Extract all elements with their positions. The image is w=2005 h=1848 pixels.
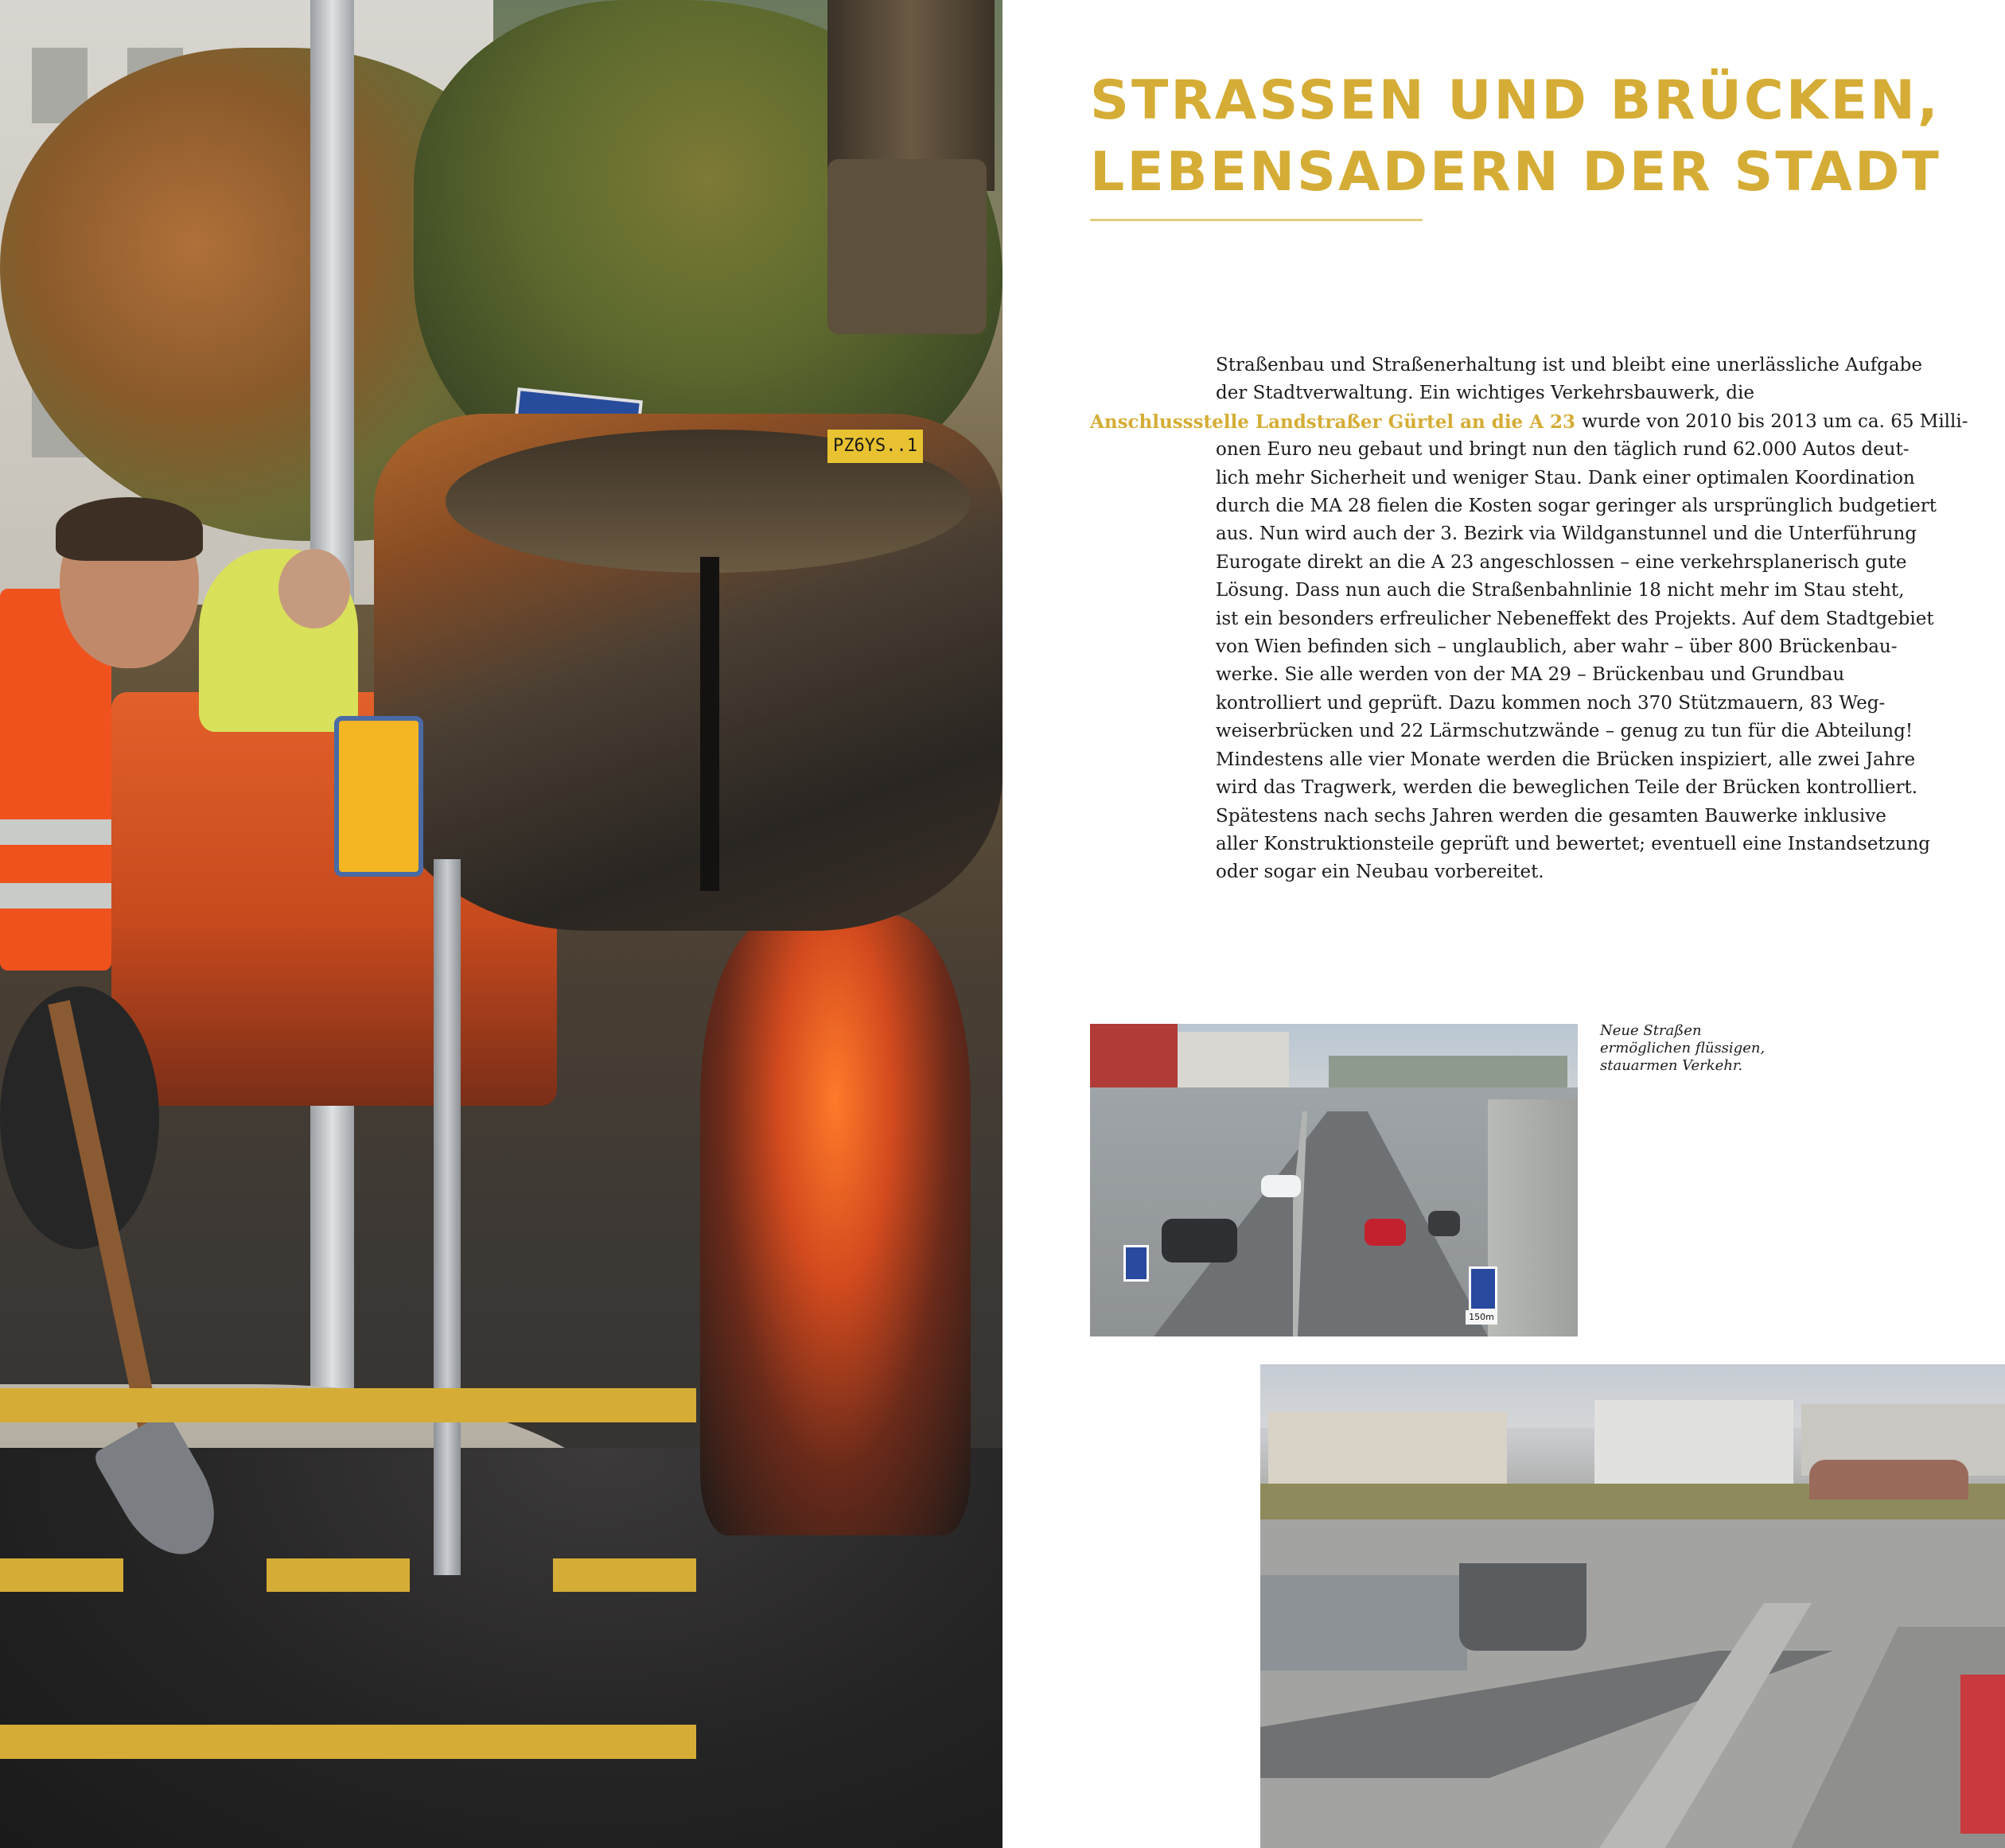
body-line: werke. Sie alle werden von der MA 29 – Brückenbau und Grundbau — [1216, 664, 1845, 686]
office-block — [1594, 1400, 1793, 1492]
vest-reflective-stripe — [0, 819, 111, 845]
vest-reflective-stripe — [0, 883, 111, 908]
body-line: ist ein besonders erfreulicher Nebeneffekt des Projekts. Auf dem Stadtgebiet — [1216, 608, 1934, 629]
body-line: Lösung. Dass nun auch die Straßenbahnlinie 18 nicht mehr im Stau steht, — [1216, 580, 1905, 601]
vehicle-plate: PZ6YS..1 — [827, 430, 923, 463]
road-works-photo — [0, 0, 1002, 1848]
traffic-signal-box — [334, 716, 423, 877]
dark-car — [1162, 1219, 1237, 1262]
body-line: weiserbrücken und 22 Lärmschutzwände – genug zu tun für die Abteilung! — [1216, 721, 1914, 742]
body-line: wird das Tragwerk, werden die beweglichen Teile der Brücken kontrolliert. — [1216, 777, 1918, 799]
gold-stripe — [0, 1725, 696, 1759]
hot-asphalt-stream — [700, 915, 971, 1535]
gold-stripe — [0, 1558, 123, 1592]
highlight-project-name: Anschlussstelle Landstraßer Gürtel an die A 23 — [1090, 411, 1576, 433]
white-car — [1261, 1175, 1301, 1197]
body-line: Straßenbau und Straßenerhaltung ist und bleibt eine unerlässliche Aufgabe — [1216, 355, 1922, 375]
page-title — [1090, 65, 1981, 208]
body-line: onen Euro neu gebaut und bringt nun den täglich rund 62.000 Autos deut- — [1216, 439, 1910, 461]
underpass — [1459, 1563, 1586, 1651]
car — [1428, 1211, 1460, 1236]
body-line: lich mehr Sicherheit und weniger Stau. Dank einer optimalen Koordination — [1216, 467, 1915, 488]
caption-line: ermöglichen flüssigen, — [1600, 1040, 1766, 1056]
noise-barrier — [1488, 1099, 1578, 1336]
body-line: von Wien befinden sich – unglaublich, aber wahr – über 800 Brückenbau- — [1216, 636, 1898, 658]
body-line: Mindestens alle vier Monate werden die Brücken inspiziert, alle zwei Jahre — [1216, 749, 1916, 770]
worker-background-head — [278, 549, 350, 628]
advertising-banner — [1960, 1675, 2005, 1834]
body-line: kontrolliert und geprüft. Dazu kommen noch 370 Stützmauern, 83 Weg- — [1216, 692, 1886, 714]
bucket-slit — [700, 557, 719, 891]
gold-stripe — [0, 1388, 696, 1422]
highway-photo — [1090, 1024, 1578, 1336]
body-line: durch die MA 28 fielen die Kosten sogar geringer als ursprünglich budgetiert — [1216, 496, 1937, 517]
interchange-aerial-photo — [1260, 1364, 2005, 1848]
body-line: Spätestens nach sechs Jahren werden die gesamten Bauwerke inklusive — [1216, 805, 1886, 827]
street-pole-2 — [434, 859, 461, 1575]
body-line: aus. Nun wird auch der 3. Bezirk via Wildganstunnel und die Unterführung — [1216, 523, 1917, 545]
distance-sign: 150m — [1466, 1310, 1497, 1325]
gold-stripe — [553, 1558, 696, 1592]
tunnel-portal — [1809, 1460, 1968, 1500]
caption-line: Neue Straßen — [1600, 1022, 1702, 1039]
traffic-sign-icon — [1469, 1266, 1497, 1311]
barrier-wall — [1260, 1575, 1467, 1671]
red-building — [1090, 1024, 1178, 1091]
body-line: aller Konstruktionsteile geprüft und bewertet; eventuell eine Instandsetzung — [1216, 833, 1931, 854]
trees — [1329, 1056, 1567, 1087]
excavator-joint — [827, 159, 987, 334]
caption-line: stauarmen Verkehr. — [1600, 1057, 1743, 1074]
body-line: oder sogar ein Neubau vorbereitet. — [1216, 862, 1544, 883]
body-line: Eurogate direkt an die A 23 angeschlossen – eine verkehrsplanerisch gute — [1216, 551, 1907, 573]
worker-hair — [56, 497, 203, 561]
traffic-sign-icon — [1123, 1245, 1149, 1282]
page-title-line-2: LEBENSADERN DER STADT — [1090, 141, 1941, 204]
red-car — [1365, 1219, 1406, 1246]
title-underline — [1090, 219, 1423, 221]
photo-caption — [1600, 1022, 1791, 1075]
body-line: wurde von 2010 bis 2013 um ca. 65 Milli- — [1582, 410, 1968, 432]
body-line: der Stadtverwaltung. Ein wichtiges Verkehrsbauwerk, die — [1216, 383, 1754, 404]
page-title-line-1: STRASSEN UND BRÜCKEN, — [1090, 69, 1941, 132]
gold-stripe — [267, 1558, 410, 1592]
building — [1178, 1032, 1289, 1091]
